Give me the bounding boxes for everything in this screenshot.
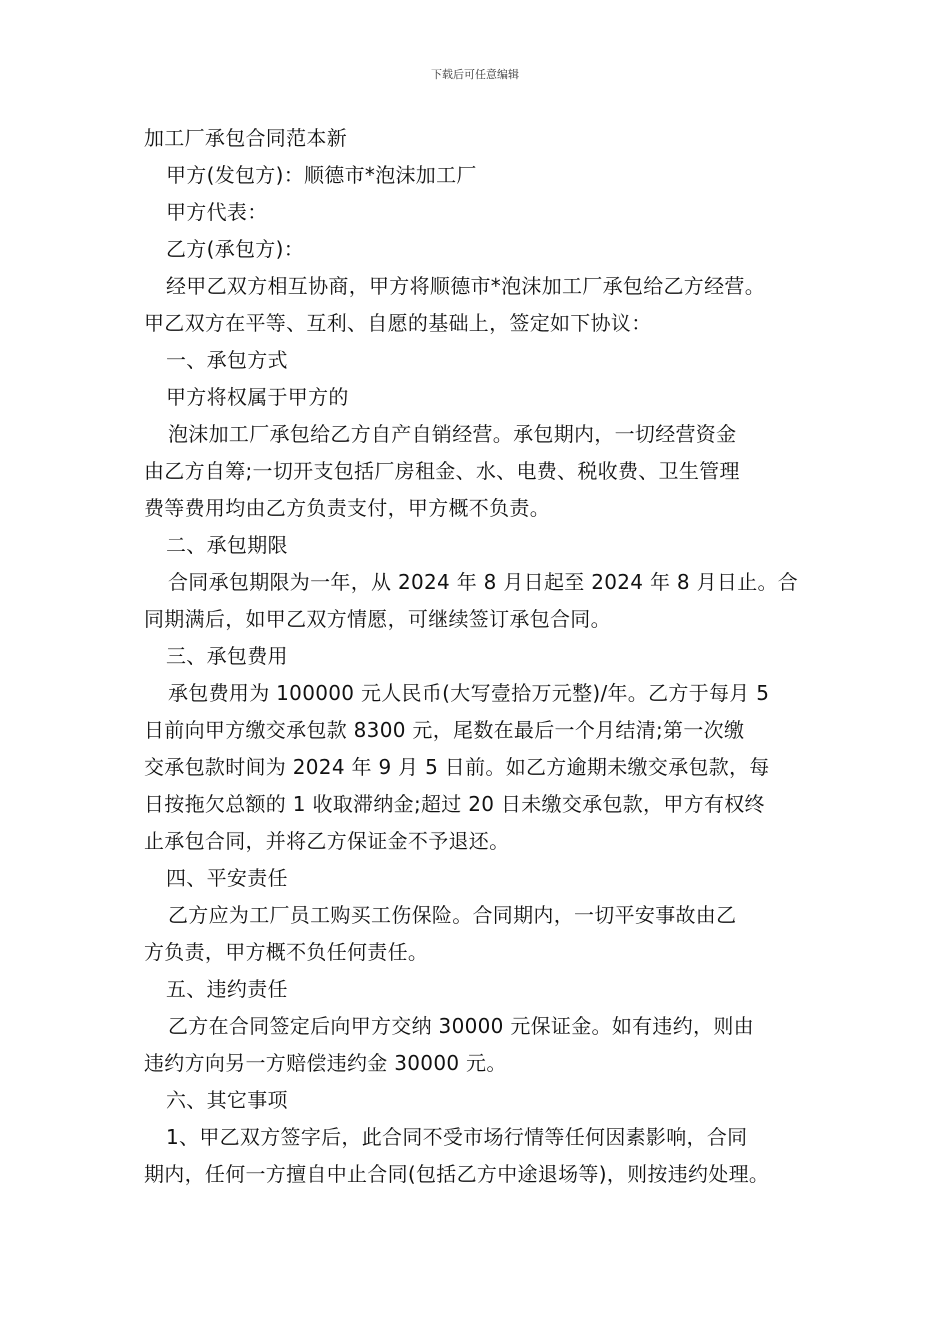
paragraph-line: 由乙方自筹;一切开支包括厂房租金、水、电费、税收费、卫生管理 (144, 459, 740, 483)
paragraph-line: 六、其它事项 (166, 1088, 288, 1112)
document-title: 加工厂承包合同范本新 (144, 126, 347, 150)
paragraph-line: 一、承包方式 (166, 348, 288, 372)
paragraph-line: 乙方在合同签定后向甲方交纳 30000 元保证金。如有违约，则由 (168, 1014, 754, 1038)
paragraph-line: 交承包款时间为 2024 年 9 月 5 日前。如乙方逾期未缴交承包款，每 (144, 755, 770, 779)
paragraph-line: 甲方代表： (166, 200, 268, 224)
document-body (144, 120, 834, 1193)
paragraph-line: 二、承包期限 (166, 533, 288, 557)
paragraph-line: 合同承包期限为一年，从 2024 年 8 月日起至 2024 年 8 月日止。合 (168, 570, 799, 594)
paragraph-line: 经甲乙双方相互协商，甲方将顺德市*泡沫加工厂承包给乙方经营。 (166, 274, 765, 298)
page-header: 下载后可任意编辑 (431, 68, 519, 81)
paragraph-line: 乙方应为工厂员工购买工伤保险。合同期内，一切平安事故由乙 (168, 903, 737, 927)
paragraph-line: 期内，任何一方擅自中止合同(包括乙方中途退场等)，则按违约处理。 (144, 1162, 770, 1186)
paragraph-line: 甲方(发包方)：顺德市*泡沫加工厂 (166, 163, 477, 187)
paragraph-line: 承包费用为 100000 元人民币(大写壹拾万元整)/年。乙方于每月 5 (168, 681, 770, 705)
paragraph-line: 同期满后，如甲乙双方情愿，可继续签订承包合同。 (144, 607, 611, 631)
paragraph-line: 甲乙双方在平等、互利、自愿的基础上，签定如下协议： (144, 311, 652, 335)
paragraph-line: 五、违约责任 (166, 977, 288, 1001)
paragraph-list (144, 157, 834, 1193)
paragraph-line: 乙方(承包方)： (166, 237, 305, 261)
paragraph-line: 甲方将权属于甲方的 (166, 385, 349, 409)
paragraph-line: 方负责，甲方概不负任何责任。 (144, 940, 429, 964)
paragraph-line: 三、承包费用 (166, 644, 288, 668)
paragraph-line: 泡沫加工厂承包给乙方自产自销经营。承包期内，一切经营资金 (168, 422, 737, 446)
paragraph-line: 止承包合同，并将乙方保证金不予退还。 (144, 829, 510, 853)
paragraph-line: 四、平安责任 (166, 866, 288, 890)
paragraph-line: 1、甲乙双方签字后，此合同不受市场行情等任何因素影响，合同 (166, 1125, 748, 1149)
paragraph-line: 日按拖欠总额的 1 收取滞纳金;超过 20 日未缴交承包款，甲方有权终 (144, 792, 765, 816)
paragraph-line: 日前向甲方缴交承包款 8300 元，尾数在最后一个月结清;第一次缴 (144, 718, 745, 742)
paragraph-line: 费等费用均由乙方负责支付，甲方概不负责。 (144, 496, 550, 520)
paragraph-line: 违约方向另一方赔偿违约金 30000 元。 (144, 1051, 507, 1075)
